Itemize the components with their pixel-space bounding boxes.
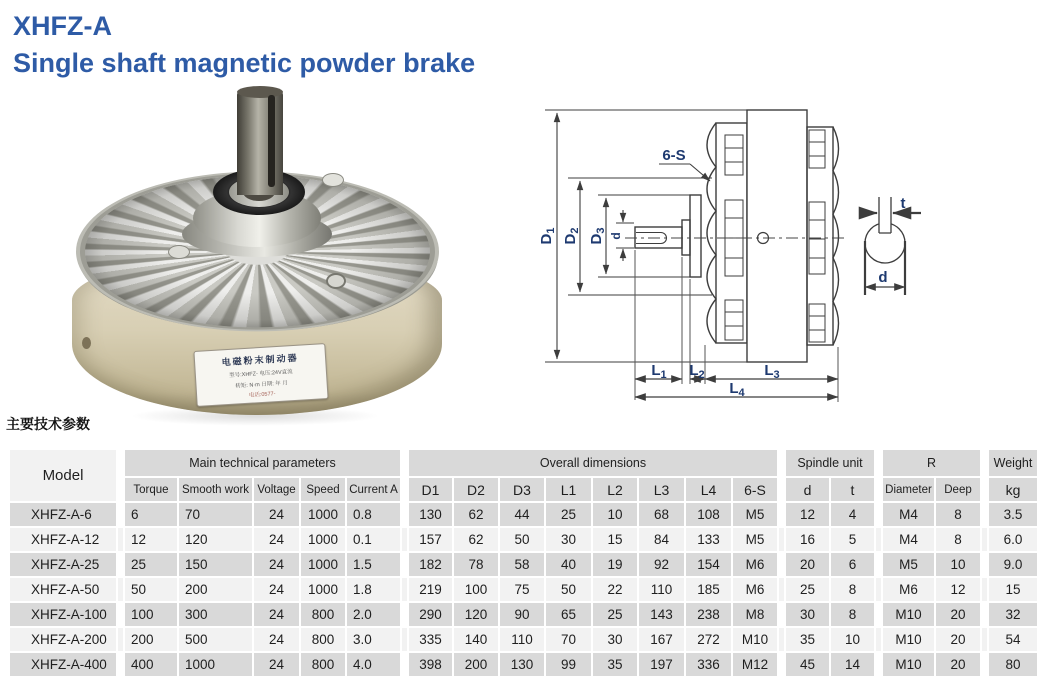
model-cell: XHFZ-A-50: [10, 578, 116, 601]
column-gap: [779, 450, 784, 501]
table-cell: 100: [454, 578, 498, 601]
table-cell: 0.1: [347, 528, 400, 551]
table-cell: M10: [883, 603, 934, 626]
table-cell: 45: [786, 653, 829, 676]
column-header: d: [786, 478, 829, 501]
product-title: Single shaft magnetic powder brake: [13, 48, 476, 78]
table-row: [10, 578, 1037, 601]
column-gap: [779, 628, 784, 651]
shaft-keyway: [268, 95, 275, 187]
table-cell: 140: [454, 628, 498, 651]
page-title: [13, 8, 475, 82]
column-header: Speed: [301, 478, 345, 501]
column-gap: [779, 603, 784, 626]
table-cell: 32: [989, 603, 1037, 626]
table-cell: 335: [409, 628, 452, 651]
table-row: [10, 603, 1037, 626]
column-gap: [982, 628, 987, 651]
housing-hole: [82, 337, 91, 349]
table-cell: 800: [301, 653, 345, 676]
column-gap: [118, 450, 123, 501]
table-cell: 800: [301, 603, 345, 626]
column-gap: [402, 603, 407, 626]
column-gap: [982, 450, 987, 501]
table-cell: 15: [593, 528, 637, 551]
table-cell: 167: [639, 628, 684, 651]
model-cell: XHFZ-A-400: [10, 653, 116, 676]
model-cell: XHFZ-A-200: [10, 628, 116, 651]
table-cell: 110: [639, 578, 684, 601]
table-cell: 20: [786, 553, 829, 576]
label-D1: $D_1$: [538, 227, 557, 245]
table-cell: 24: [254, 603, 299, 626]
fin-tab: [168, 245, 190, 259]
table-cell: 3.5: [989, 503, 1037, 526]
table-cell: 20: [936, 628, 980, 651]
column-gap: [779, 503, 784, 526]
table-cell: 14: [831, 653, 874, 676]
column-gap: [779, 528, 784, 551]
column-gap: [402, 578, 407, 601]
table-cell: 65: [546, 603, 591, 626]
table-cell: 238: [686, 603, 731, 626]
dimension-labels: [538, 147, 906, 399]
table-cell: 24: [254, 503, 299, 526]
table-cell: 120: [454, 603, 498, 626]
table-cell: 6: [125, 503, 177, 526]
table-cell: 197: [639, 653, 684, 676]
table-cell: 1.5: [347, 553, 400, 576]
table-cell: 500: [179, 628, 252, 651]
column-header: 6-S: [733, 478, 777, 501]
column-header: L1: [546, 478, 591, 501]
table-row: [10, 528, 1037, 551]
table-cell: 58: [500, 553, 544, 576]
table-cell: 300: [179, 603, 252, 626]
column-header: Torque: [125, 478, 177, 501]
column-header: L4: [686, 478, 731, 501]
column-gap: [982, 528, 987, 551]
table-cell: 30: [786, 603, 829, 626]
label-d-section: d: [878, 269, 888, 286]
column-header: D1: [409, 478, 452, 501]
table-cell: 90: [500, 603, 544, 626]
column-header-model: Model: [10, 450, 116, 501]
table-cell: 120: [179, 528, 252, 551]
shaft-cross-section: [863, 197, 921, 295]
column-gap: [118, 503, 123, 526]
table-cell: 30: [546, 528, 591, 551]
label-t: t: [900, 195, 906, 212]
label-d-shaft: d: [609, 232, 623, 240]
table-cell: M10: [883, 628, 934, 651]
table-cell: M10: [883, 653, 934, 676]
column-header: D3: [500, 478, 544, 501]
table-cell: 6.0: [989, 528, 1037, 551]
table-cell: 12: [786, 503, 829, 526]
model-cell: XHFZ-A-100: [10, 603, 116, 626]
table-cell: 22: [593, 578, 637, 601]
table-cell: 25: [786, 578, 829, 601]
table-cell: 99: [546, 653, 591, 676]
table-cell: 62: [454, 528, 498, 551]
table-cell: 25: [125, 553, 177, 576]
table-cell: 272: [686, 628, 731, 651]
table-cell: 8: [936, 528, 980, 551]
column-gap: [982, 653, 987, 676]
table-cell: 8: [936, 503, 980, 526]
model-cell: XHFZ-A-25: [10, 553, 116, 576]
table-cell: 15: [989, 578, 1037, 601]
table-cell: 130: [409, 503, 452, 526]
table-row: [10, 653, 1037, 676]
column-header: Current A: [347, 478, 400, 501]
table-cell: 154: [686, 553, 731, 576]
table-cell: 35: [593, 653, 637, 676]
table-cell: M6: [733, 553, 777, 576]
table-cell: 0.8: [347, 503, 400, 526]
table-cell: 1000: [301, 528, 345, 551]
table-cell: 20: [936, 603, 980, 626]
table-cell: 16: [786, 528, 829, 551]
label-6S: 6-S: [662, 147, 686, 164]
column-gap: [876, 450, 881, 501]
table-cell: 44: [500, 503, 544, 526]
table-cell: 800: [301, 628, 345, 651]
column-gap: [982, 503, 987, 526]
column-gap: [876, 653, 881, 676]
table-cell: 1000: [301, 578, 345, 601]
group-header: R: [883, 450, 980, 476]
column-gap: [402, 553, 407, 576]
model-title: XHFZ-A: [13, 11, 112, 41]
column-header: Smooth work: [179, 478, 252, 501]
table-cell: M4: [883, 528, 934, 551]
column-header: D2: [454, 478, 498, 501]
column-header: Deep: [936, 478, 980, 501]
table-cell: 12: [936, 578, 980, 601]
table-cell: 10: [831, 628, 874, 651]
table-cell: 12: [125, 528, 177, 551]
table-cell: 336: [686, 653, 731, 676]
label-L4: $L_4$: [729, 380, 745, 399]
column-gap: [982, 553, 987, 576]
column-gap: [876, 553, 881, 576]
table-cell: 5: [831, 528, 874, 551]
table-cell: 1000: [179, 653, 252, 676]
table-cell: 150: [179, 553, 252, 576]
table-cell: 19: [593, 553, 637, 576]
table-cell: 3.0: [347, 628, 400, 651]
table-cell: 35: [786, 628, 829, 651]
table-cell: 130: [500, 653, 544, 676]
group-header: Weight: [989, 450, 1037, 476]
column-gap: [876, 578, 881, 601]
table-cell: 75: [500, 578, 544, 601]
column-header: Diameter: [883, 478, 934, 501]
model-cell: XHFZ-A-12: [10, 528, 116, 551]
table-cell: 108: [686, 503, 731, 526]
table-cell: 8: [831, 603, 874, 626]
table-cell: M10: [733, 628, 777, 651]
table-cell: M5: [733, 503, 777, 526]
table-cell: 70: [546, 628, 591, 651]
column-gap: [982, 603, 987, 626]
table-cell: 2.0: [347, 603, 400, 626]
table-cell: M8: [733, 603, 777, 626]
label-L2: $L_2$: [689, 362, 705, 381]
column-gap: [402, 528, 407, 551]
hex-bolt: [326, 273, 346, 289]
column-gap: [402, 503, 407, 526]
column-gap: [876, 603, 881, 626]
column-gap: [118, 603, 123, 626]
table-cell: M12: [733, 653, 777, 676]
table-cell: 25: [546, 503, 591, 526]
group-header: Spindle unit: [786, 450, 874, 476]
table-cell: 84: [639, 528, 684, 551]
nameplate: [193, 343, 328, 407]
product-photo: [30, 85, 480, 420]
section-label: 主要技术参数: [6, 416, 90, 432]
table-cell: 24: [254, 653, 299, 676]
table-row: [10, 553, 1037, 576]
table-cell: 50: [125, 578, 177, 601]
table-cell: 200: [179, 578, 252, 601]
header-sub-row: [10, 478, 1037, 501]
table-cell: 200: [125, 628, 177, 651]
column-gap: [779, 653, 784, 676]
column-gap: [876, 628, 881, 651]
table-cell: 25: [593, 603, 637, 626]
column-gap: [118, 578, 123, 601]
table-cell: 1000: [301, 503, 345, 526]
column-gap: [402, 653, 407, 676]
table-cell: 30: [593, 628, 637, 651]
table-cell: 8: [831, 578, 874, 601]
table-cell: 20: [936, 653, 980, 676]
table-cell: 24: [254, 578, 299, 601]
table-cell: 1000: [301, 553, 345, 576]
model-cell: XHFZ-A-6: [10, 503, 116, 526]
table-cell: 68: [639, 503, 684, 526]
table-cell: 290: [409, 603, 452, 626]
column-gap: [118, 553, 123, 576]
table-row: [10, 503, 1037, 526]
group-header: Overall dimensions: [409, 450, 777, 476]
table-cell: 70: [179, 503, 252, 526]
table-row: [10, 628, 1037, 651]
fin-tab: [322, 173, 344, 187]
table-cell: 54: [989, 628, 1037, 651]
column-gap: [876, 503, 881, 526]
spec-table: [8, 448, 1039, 678]
column-gap: [118, 628, 123, 651]
table-cell: 100: [125, 603, 177, 626]
table-cell: 62: [454, 503, 498, 526]
table-cell: 92: [639, 553, 684, 576]
shaft-top: [237, 86, 283, 98]
nameplate-line: 转矩: N·m 日期: 年 月: [235, 380, 289, 390]
table-cell: 24: [254, 553, 299, 576]
nameplate-line: 电话:0577-: [248, 391, 276, 399]
table-cell: 80: [989, 653, 1037, 676]
table-cell: 133: [686, 528, 731, 551]
table-cell: 398: [409, 653, 452, 676]
table-cell: 10: [936, 553, 980, 576]
table-cell: 4.0: [347, 653, 400, 676]
nameplate-title: 电磁粉末制动器: [221, 352, 299, 368]
table-cell: 24: [254, 528, 299, 551]
table-cell: 50: [500, 528, 544, 551]
column-header: L2: [593, 478, 637, 501]
table-cell: 78: [454, 553, 498, 576]
label-L3: $L_3$: [764, 362, 780, 381]
table-cell: 157: [409, 528, 452, 551]
column-header: kg: [989, 478, 1037, 501]
table-cell: M5: [883, 553, 934, 576]
column-header: Voltage: [254, 478, 299, 501]
shaft: [237, 91, 283, 195]
table-cell: 110: [500, 628, 544, 651]
column-gap: [402, 450, 407, 501]
table-cell: 40: [546, 553, 591, 576]
table-cell: M4: [883, 503, 934, 526]
column-gap: [118, 653, 123, 676]
dimension-diagram: [520, 90, 1050, 420]
table-cell: 185: [686, 578, 731, 601]
table-cell: 50: [546, 578, 591, 601]
table-cell: 9.0: [989, 553, 1037, 576]
column-header: L3: [639, 478, 684, 501]
label-D3: $D_3$: [588, 227, 607, 245]
label-D2: $D_2$: [562, 227, 581, 245]
table-cell: 400: [125, 653, 177, 676]
column-gap: [402, 628, 407, 651]
column-gap: [876, 528, 881, 551]
column-header: t: [831, 478, 874, 501]
group-header: Main technical parameters: [125, 450, 400, 476]
table-cell: 200: [454, 653, 498, 676]
label-L1: $L_1$: [651, 362, 667, 381]
table-cell: 24: [254, 628, 299, 651]
column-gap: [118, 528, 123, 551]
table-cell: 182: [409, 553, 452, 576]
table-cell: 4: [831, 503, 874, 526]
column-gap: [982, 578, 987, 601]
table-cell: 6: [831, 553, 874, 576]
nameplate-line: 型号:XHFZ- 电压:24V直流: [229, 369, 293, 379]
column-gap: [779, 578, 784, 601]
table-cell: 10: [593, 503, 637, 526]
header-group-row: [10, 450, 1037, 476]
table-cell: M5: [733, 528, 777, 551]
column-gap: [779, 553, 784, 576]
table-cell: 219: [409, 578, 452, 601]
table-cell: 1.8: [347, 578, 400, 601]
table-cell: M6: [733, 578, 777, 601]
table-cell: 143: [639, 603, 684, 626]
table-cell: M6: [883, 578, 934, 601]
